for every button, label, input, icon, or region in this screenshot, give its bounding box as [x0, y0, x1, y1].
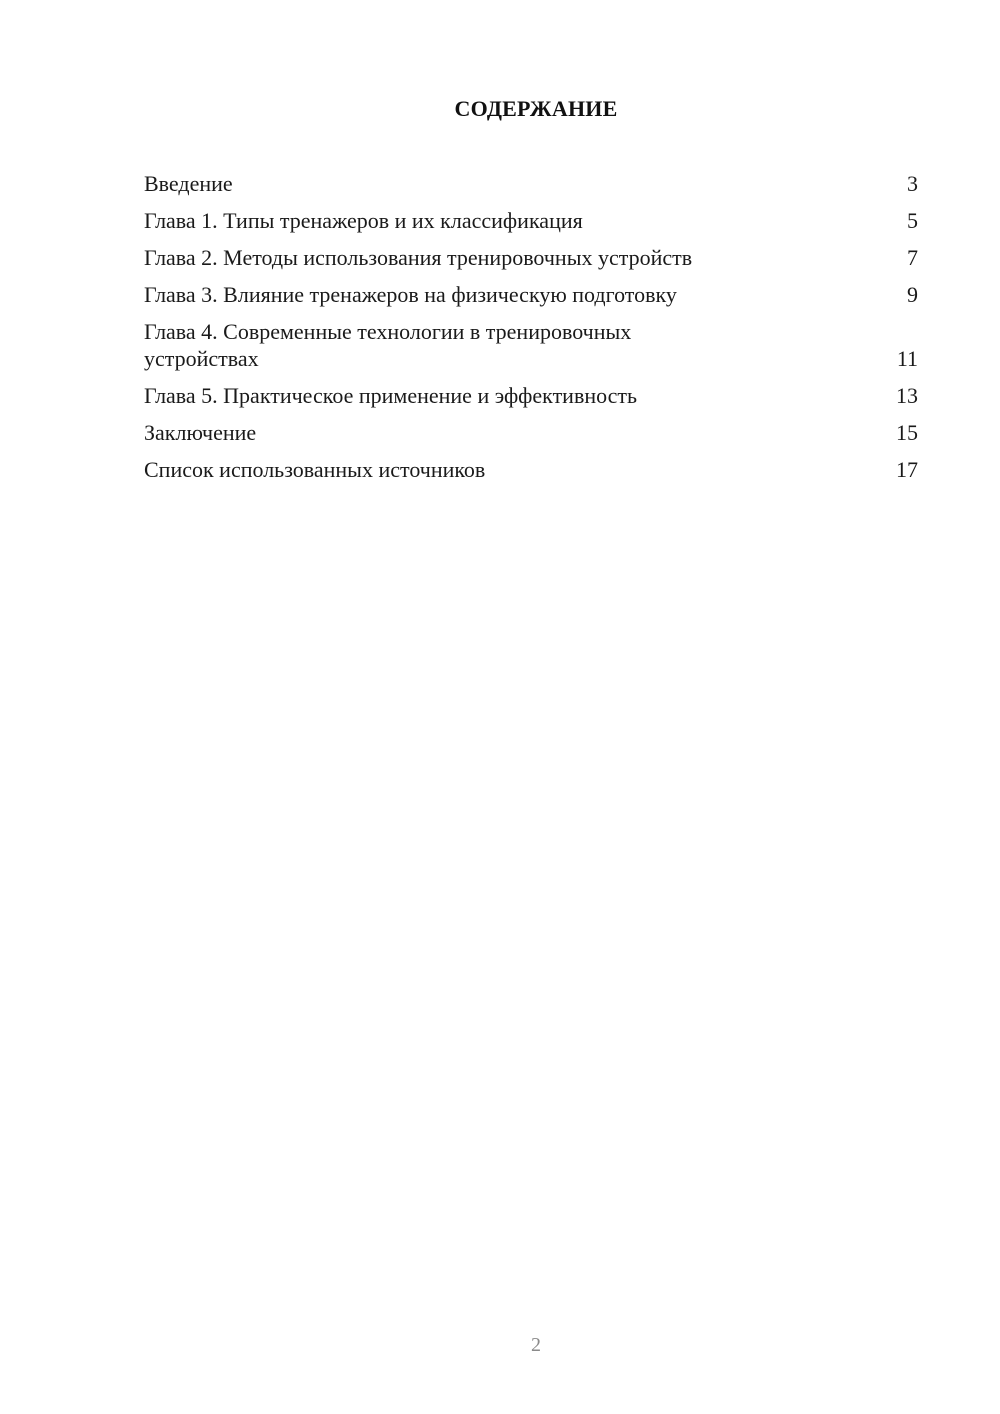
table-of-contents — [144, 170, 920, 493]
toc-entry-page: 11 — [896, 346, 918, 371]
toc-entry-text: Список использованных источников — [144, 457, 486, 482]
toc-entry-page: 15 — [896, 420, 918, 445]
toc-entry-page: 5 — [907, 208, 918, 233]
toc-entry-chapter-2 — [144, 244, 920, 271]
toc-entry-chapter-3 — [144, 281, 920, 308]
toc-entry-page: 17 — [896, 457, 918, 482]
toc-entry-text: Заключение — [144, 420, 257, 445]
toc-entry-text: Глава 1. Типы тренажеров и их классификация — [144, 208, 583, 233]
toc-entry-chapter-5 — [144, 382, 920, 409]
toc-entry-conclusion — [144, 419, 920, 446]
toc-entry-introduction — [144, 170, 920, 197]
toc-entry-text: Глава 3. Влияние тренажеров на физическую подготовку — [144, 282, 677, 307]
toc-entry-text: Введение — [144, 171, 233, 196]
toc-entry-references — [144, 456, 920, 483]
toc-entry-page: 3 — [907, 171, 918, 196]
toc-entry-text: Глава 2. Методы использования тренировочных устройств — [144, 245, 693, 270]
toc-entry-chapter-4 — [144, 318, 920, 372]
toc-entry-chapter-1 — [144, 207, 920, 234]
toc-title: СОДЕРЖАНИЕ — [454, 96, 618, 121]
toc-entry-text: Глава 5. Практическое применение и эффективность — [144, 383, 638, 408]
toc-entry-text: Глава 4. Современные технологии в тренировочных устройствах — [144, 319, 632, 371]
page-number: 2 — [531, 1334, 541, 1356]
toc-entry-page: 9 — [907, 282, 918, 307]
toc-entry-page: 7 — [907, 245, 918, 270]
toc-entry-page: 13 — [896, 383, 918, 408]
